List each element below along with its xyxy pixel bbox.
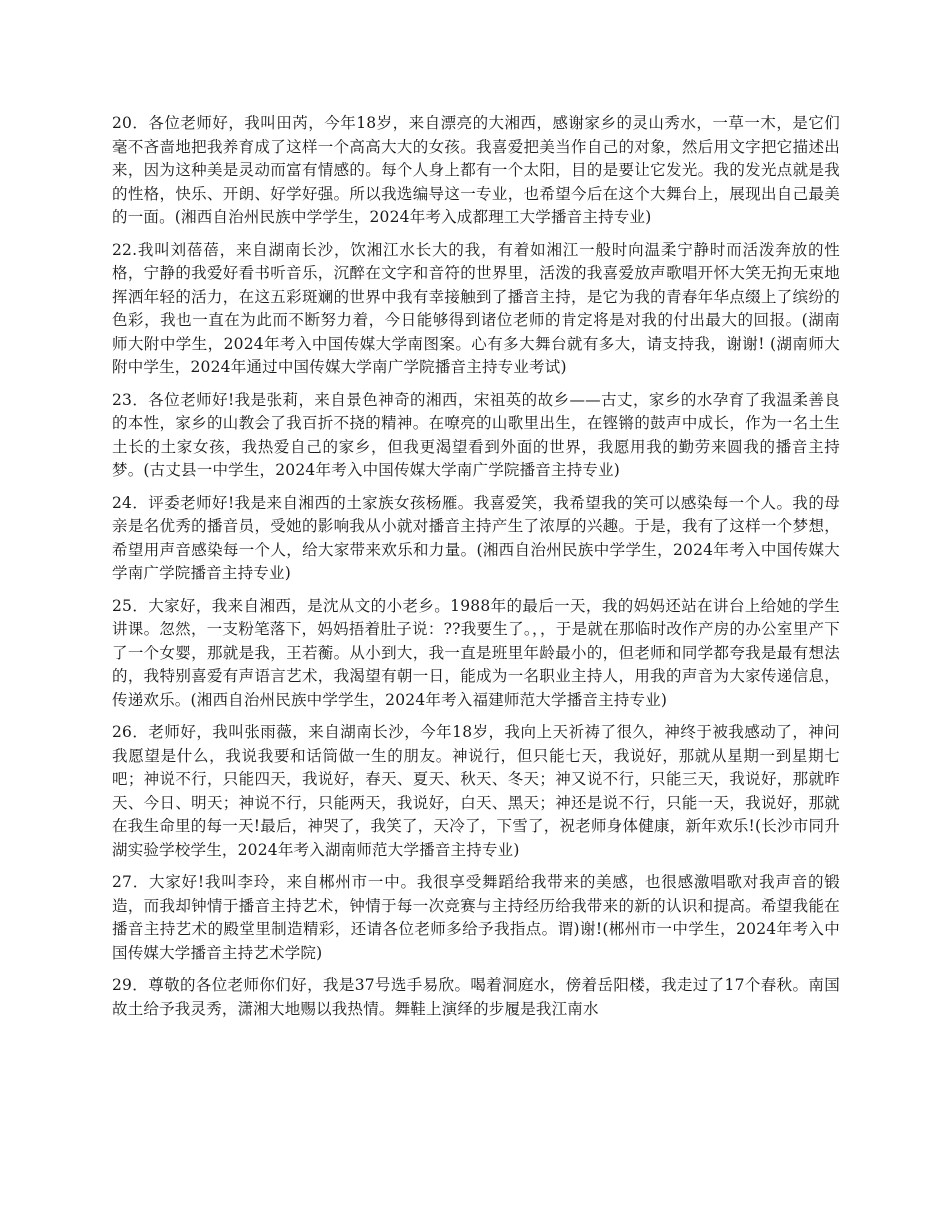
paragraph-23: 23．各位老师好!我是张莉，来自景色神奇的湘西，宋祖英的故乡——古丈，家乡的水孕育了我温柔善良的本性，家乡的山教会了我百折不挠的精神。在嘹亮的山歌里出生，在铿锵的鼓声中成长，作为一名土生土长的土家女孩，我热爱自己的家乡，但我更渴望看到外面的世界，我愿用我的勤劳来圆我的播音主持梦。(古丈县一中学生，2024年考入中国传媒大学南广学院播音主持专业) xyxy=(112,390,840,479)
paragraph-20: 20．各位老师好，我叫田芮，今年18岁，来自漂亮的大湘西，感谢家乡的灵山秀水，一草一木，是它们毫不吝啬地把我养育成了这样一个高高大大的女孩。我喜爱把美当作自己的对象，然后用文字把它描述出来，因为这种美是灵动而富有情感的。每个人身上都有一个太阳，目的是要让它发光。我的发光点就是我的性格，快乐、开朗、好学好强。所以我选编导这一专业，也希望今后在这个大舞台上，展现出自己最美的一面。(湘西自治州民族中学学生，2024年考入成都理工大学播音主持专业) xyxy=(112,114,840,226)
paragraph-29: 29．尊敬的各位老师你们好，我是37号选手易欣。喝着洞庭水，傍着岳阳楼，我走过了17个春秋。南国故土给予我灵秀，潇湘大地赐以我热情。舞鞋上演绎的步履是我江南水 xyxy=(112,976,840,1018)
paragraph-25: 25．大家好，我来自湘西，是沈从文的小老乡。1988年的最后一天，我的妈妈还站在讲台上给她的学生讲课。忽然，一支粉笔落下，妈妈捂着肚子说：??我要生了。，，于是就在那临时改作产房的办公室里产下了一个女婴，那就是我，王若蘅。从小到大，我一直是班里年龄最小的，但老师和同学都夸我是最有想法的，我特别喜爱有声语言艺术，我渴望有朝一日，能成为一名职业主持人，用我的声音为大家传递信息，传递欢乐。(湘西自治州民族中学学生，2024年考入福建师范大学播音主持专业) xyxy=(112,596,840,709)
paragraph-22: 22.我叫刘蓓蓓，来自湖南长沙，饮湘江水长大的我，有着如湘江一般时向温柔宁静时而活泼奔放的性格，宁静的我爱好看书听音乐，沉醉在文字和音符的世界里，活泼的我喜爱放声歌唱开怀大笑无拘无束地挥洒年轻的活力，在这五彩斑斓的世界中我有幸接触到了播音主持，是它为我的青春年华点缀上了缤纷的色彩，我也一直在为此而不断努力着，今日能够得到诸位老师的肯定将是对我的付出最大的回报。(湖南师大附中学生，2024年考入中国传媒大学南图案。心有多大舞台就有多大，请支持我，谢谢! (湖南师大附中学生，2024年通过中国传媒大学南广学院播音主持专业考试) xyxy=(112,240,840,376)
paragraph-27: 27．大家好!我叫李玲，来自郴州市一中。我很享受舞蹈给我带来的美感，也很感激唱歌对我声音的锻造，而我却钟情于播音主持艺术，钟情于每一次竞赛与主持经历给我带来的新的认识和提高。希望我能在播音主持艺术的殿堂里制造精彩，还请各位老师多给予我指点。谓)谢!(郴州市一中学生，2024年考入中国传媒大学播音主持艺术学院) xyxy=(112,873,840,962)
paragraph-26: 26．老师好，我叫张雨薇，来自湖南长沙，今年18岁，我向上天祈祷了很久，神终于被我感动了，神问我愿望是什么，我说我要和话筒做一生的朋友。神说行，但只能七天，我说好，那就从星期一到星期七吧；神说不行，只能四天，我说好，春天、夏天、秋天、冬天；神又说不行，只能三天，我说好，那就昨天、今日、明天；神说不行，只能两天，我说好，白天、黑天；神还是说不行，只能一天，我说好，那就在我生命里的每一天!最后，神哭了，我笑了，天冷了，下雪了，祝老师身体健康，新年欢乐!(长沙市同升湖实验学校学生，2024年考入湖南师范大学播音主持专业) xyxy=(112,723,840,859)
paragraph-24: 24．评委老师好!我是来自湘西的土家族女孩杨雁。我喜爱笑，我希望我的笑可以感染每一个人。我的母亲是名优秀的播音员，受她的影响我从小就对播音主持产生了浓厚的兴趣。于是，我有了这样一个梦想，希望用声音感染每一个人，给大家带来欢乐和力量。(湘西自治州民族中学学生，2024年考入中国传媒大学南广学院播音主持专业) xyxy=(112,493,840,582)
document-body xyxy=(112,112,840,1030)
